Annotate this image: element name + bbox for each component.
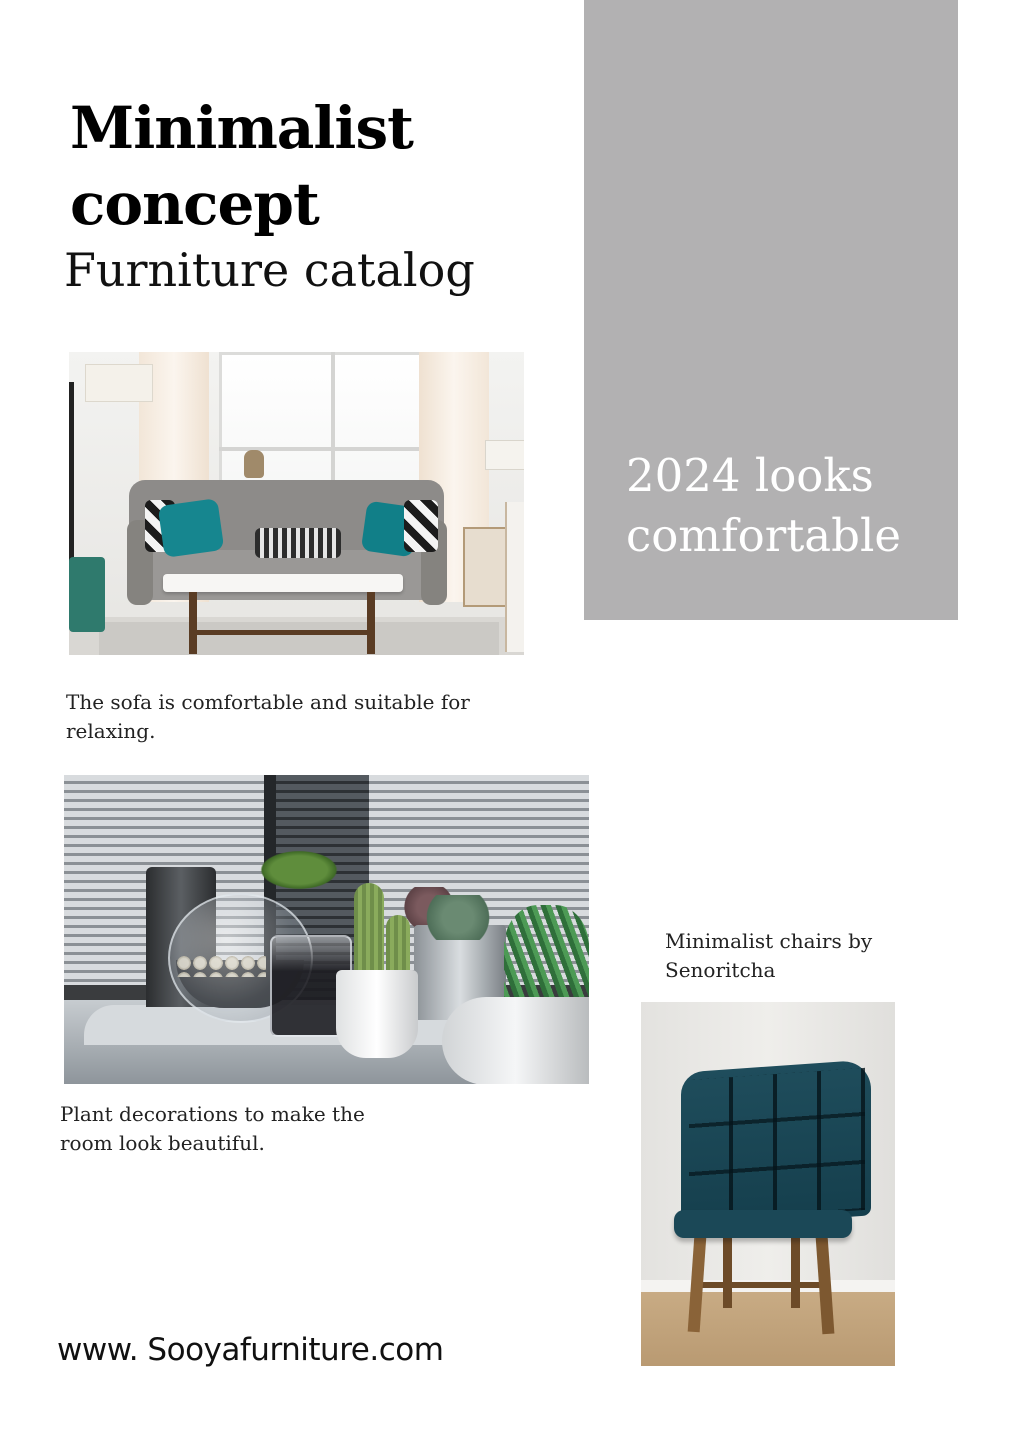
plants-photo — [64, 775, 589, 1084]
sofa-photo — [69, 352, 524, 655]
chair-caption: Minimalist chairs by Senoritcha — [665, 929, 873, 982]
plants-caption: Plant decorations to make the room look beautiful. — [60, 1102, 365, 1155]
catalog-subtitle: Furniture catalog — [64, 243, 475, 297]
feature-tagline: 2024 looks comfortable — [626, 449, 901, 562]
sofa-caption: The sofa is comfortable and suitable for relaxing. — [66, 690, 470, 743]
chair-photo — [641, 1002, 895, 1366]
website-url[interactable]: www. Sooyafurniture.com — [57, 1332, 444, 1368]
catalog-title: Minimalist concept — [70, 94, 413, 238]
